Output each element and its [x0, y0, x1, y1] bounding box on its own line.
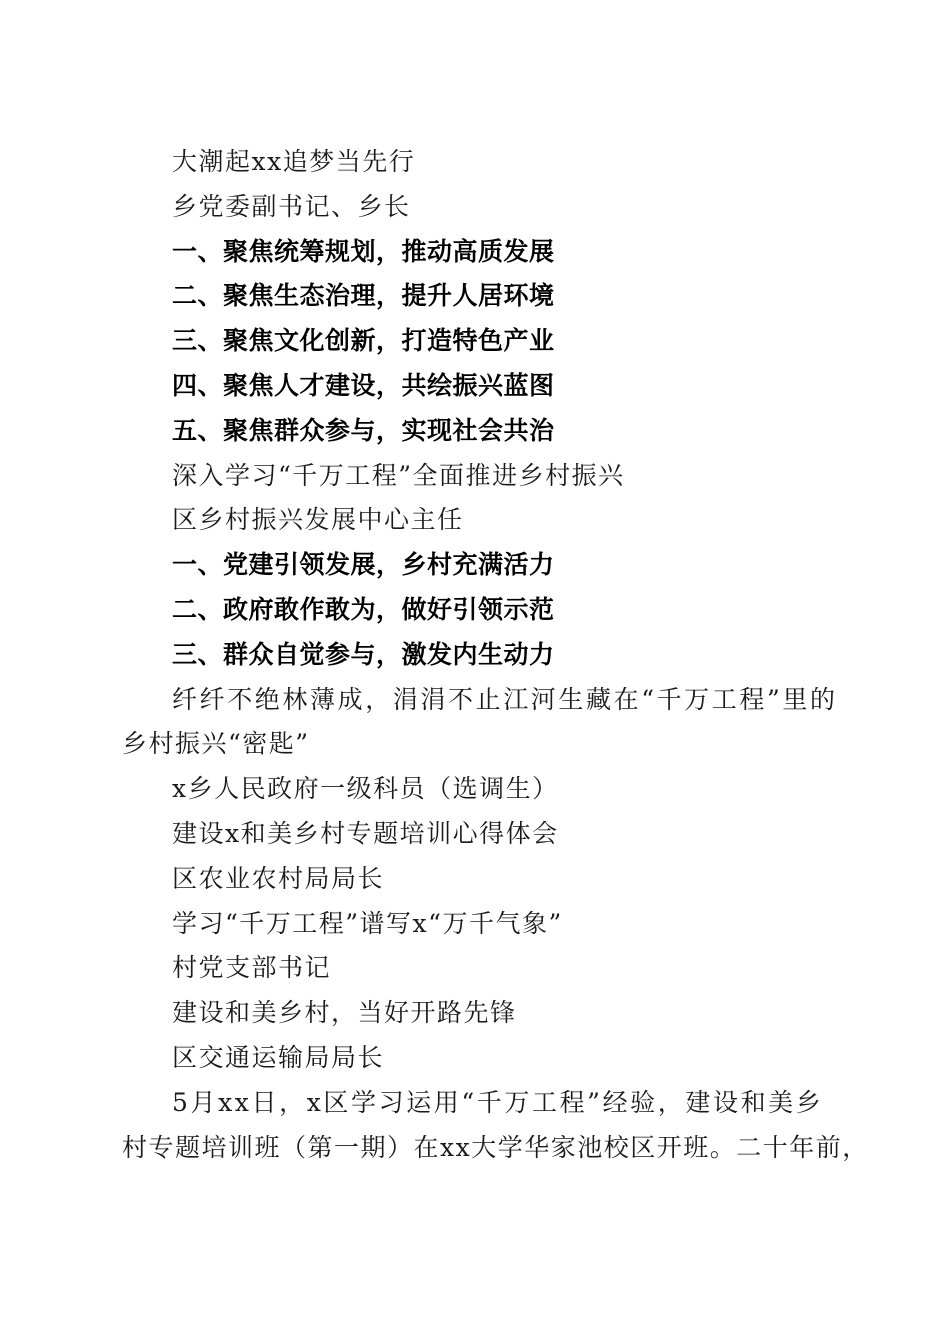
author-role: 区乡村振兴发展中心主任 — [172, 505, 464, 535]
article-title-continued: 乡村振兴“密匙” — [122, 729, 310, 759]
article-title: 纤纤不绝林薄成，涓涓不止江河生藏在“千万工程”里的 — [172, 684, 838, 714]
article-title: 建设和美乡村，当好开路先锋 — [172, 998, 517, 1028]
document-body — [122, 140, 869, 1170]
article-title: 大潮起xx追梦当先行 — [172, 147, 416, 176]
author-role: 乡党委副书记、乡长 — [172, 191, 411, 221]
author-role: x乡人民政府一级科员（选调生） — [172, 774, 559, 804]
body-paragraph-continued: 村专题培训班（第一期）在xx大学华家池校区开班。二十年前， — [122, 1132, 869, 1162]
section-heading: 二、聚焦生态治理，提升人居环境 — [172, 281, 555, 311]
author-role: 区农业农村局局长 — [172, 863, 385, 893]
author-role: 村党支部书记 — [172, 953, 332, 983]
section-heading: 一、聚焦统筹规划，推动高质发展 — [172, 236, 555, 266]
section-heading: 五、聚焦群众参与，实现社会共治 — [172, 415, 555, 445]
section-heading: 二、政府敢作敢为，做好引领示范 — [172, 594, 555, 624]
article-title: 学习“千万工程”谱写x“万千气象” — [172, 908, 563, 938]
section-heading: 四、聚焦人才建设，共绘振兴蓝图 — [172, 370, 555, 400]
article-title: 建设x和美乡村专题培训心得体会 — [172, 818, 559, 848]
article-title: 深入学习“千万工程”全面推进乡村振兴 — [172, 460, 625, 490]
section-heading: 一、党建引领发展，乡村充满活力 — [172, 550, 555, 580]
body-paragraph: 5月xx日，x区学习运用“千万工程”经验，建设和美乡 — [172, 1087, 824, 1117]
section-heading: 三、群众自觉参与，激发内生动力 — [172, 639, 555, 669]
section-heading: 三、聚焦文化创新，打造特色产业 — [172, 326, 555, 356]
author-role: 区交通运输局局长 — [172, 1042, 385, 1072]
